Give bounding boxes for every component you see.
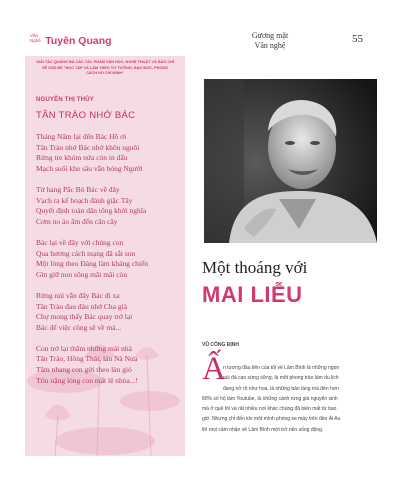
poem-line: Bác lại về đây với chúng con — [36, 237, 124, 247]
poem-line: Cơm no áo ấm đến căn cây — [36, 216, 118, 226]
section-line-2: Văn nghệ — [254, 41, 286, 50]
poem-line: Tháng Năm lại đến Bác Hồ ơi — [36, 132, 127, 141]
article-line: đang nở rộ như hoa, là những bản làng mà đến hơn — [223, 385, 339, 392]
section-label — [240, 31, 300, 51]
article-byline: VŨ CÔNG ĐỊNH — [202, 342, 239, 348]
article-line: n tượng đầu tiên của tôi về Lâm Bình là những ngọn — [223, 365, 340, 371]
panel-intro — [36, 60, 174, 77]
poem-title: TÂN TRÀO NHỚ BÁC — [36, 110, 136, 121]
poem-line: Rừng núi vẫn đây Bác đi xa — [36, 290, 120, 300]
poem-line: Tân Trào nhớ Bác nhớ khôn nguôi — [36, 142, 140, 152]
poem-stanza — [36, 291, 186, 333]
poem-line: Trìu nặng lòng con mất lệ nhòa...! — [36, 375, 139, 385]
poem-author: NGUYỄN THỊ THỦY — [36, 97, 95, 103]
poem-line: Tân Trào, Hồng Thái, lán Nà Nưa — [36, 354, 138, 364]
poem-line: Bác để việc công sẽ về mà... — [36, 322, 122, 332]
article-line: 80% số hộ làm Youtube, là những cánh rừng già nguyên sinh — [202, 395, 338, 402]
article-dropcap: Ấ — [202, 351, 226, 387]
poem-stanza — [36, 132, 186, 174]
poem-line: Qua hương cách mạng đã sắt son — [36, 248, 136, 258]
portrait-photo — [204, 79, 377, 243]
poem-line: Tâm nhang con gửi theo làn gió — [36, 365, 132, 375]
poem-body — [36, 132, 186, 397]
poem-line: Tân Trào đau đáu nhớ Cha già — [36, 301, 128, 311]
page-number: 55 — [352, 33, 363, 45]
poem-line: Một lòng theo Đảng làm kháng chiến — [36, 259, 149, 269]
article-line: thì mọi cảm nhận về Lâm Bình mới trở nên sống động. — [202, 426, 324, 433]
portrait-image — [204, 79, 377, 243]
poem-line: Từ hang Pắc Bó Bác về đây — [36, 184, 120, 194]
article-line: núi đá cao sừng sững, là một phong trào làm du lịch — [223, 375, 339, 382]
poem-line: Con trở lại thăm những mái nhà — [36, 343, 132, 353]
article-line: mà ở quê tôi và rất nhiều nơi khác chúng đã biến mất từ bao — [202, 406, 337, 413]
article-body — [202, 363, 382, 435]
poem-line: Gìn giữ non sông mãi mãi còn — [36, 269, 128, 279]
intro-line: GIẢI TÁC QUẢNG BÁ CÁC TÁC PHẨM VĂN HỌC, NGHỆ THUẬT VÀ BÁO CHÍ — [36, 60, 174, 64]
poem-line: Chợ mong thấy Bác quay trở lại — [36, 312, 133, 322]
poem-line: Mạch suối khe sâu vẫn bóng Người — [36, 163, 143, 173]
intro-line: VỀ CHỦ ĐỀ "HỌC TẬP VÀ LÀM THEO TƯ TƯỞNG, ĐẠO ĐỨC, PHONG CÁCH HỒ CHÍ MINH" — [41, 65, 168, 76]
poem-line: Rừng tre khóm nứa còn in dấu — [36, 153, 128, 163]
logo-title: Tuyên Quang — [45, 35, 112, 47]
poem-line: Vạch ra kế hoạch đánh giặc Tây — [36, 195, 133, 205]
poem-stanza — [36, 185, 186, 227]
section-line-1: Gương mặt — [251, 31, 289, 40]
poem-line: Quyết định toàn dân tổng khởi nghĩa — [36, 206, 147, 216]
poem-stanza — [36, 344, 186, 386]
logo-small-text: Văn Nghệ — [30, 33, 41, 43]
article-line: giờ. Nhưng chỉ đến khi một mình phóng xe máy trên đèo Ái Au — [202, 416, 341, 423]
poem-stanza — [36, 238, 186, 280]
article-headline-line-2: MAI LIỄU — [202, 282, 303, 307]
magazine-logo — [30, 31, 112, 49]
article-headline-line-1: Một thoáng với — [202, 258, 308, 277]
